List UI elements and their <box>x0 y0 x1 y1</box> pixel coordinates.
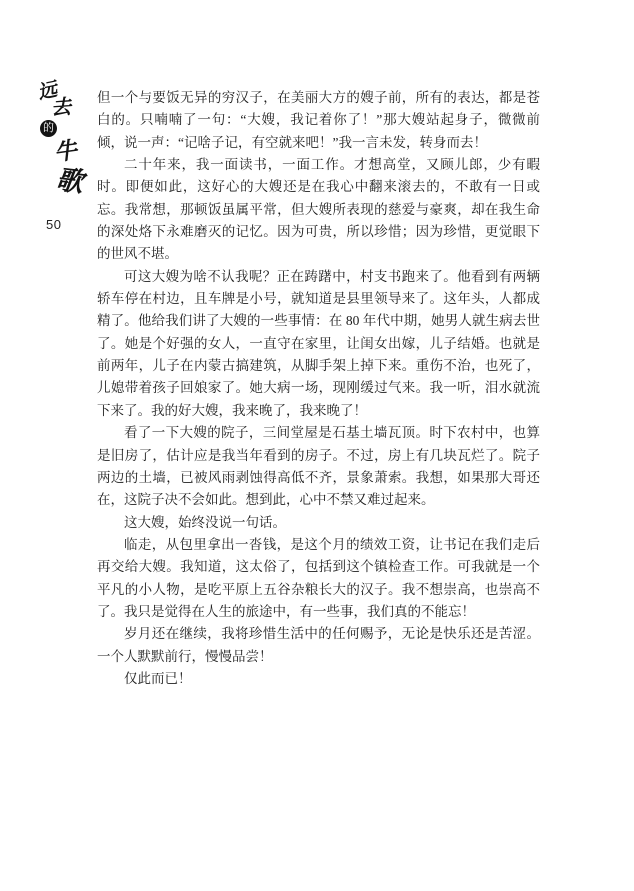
book-title-calligraphy <box>30 80 94 220</box>
calligraphy-char-qu: 去 <box>50 96 72 120</box>
paragraph: 这大嫂，始终没说一句话。 <box>124 514 286 530</box>
calligraphy-char-de-circled: 的 <box>40 120 57 137</box>
calligraphy-char-niu: 牛 <box>52 137 79 166</box>
paragraph: 看了一下大嫂的院子，三间堂屋是石基土墙瓦顶。时下农村中，也算是旧房了，估计应是我当年看到的房子。不过，房上有几块瓦烂了。院子两边的土墙，已被风雨剥蚀得高低不齐，景象萧索。我想，如果那大哥还在，这院子决不会如此。想到此，心中不禁又难过起来。 <box>97 425 540 508</box>
paragraph: 但一个与要饭无异的穷汉子，在美丽大方的嫂子前，所有的表达，都是苍白的。只喃喃了一句：“大嫂，我记着你了！”那大嫂站起身子，微微前倾，说一声：“记啥子记，有空就来吧！”我一言未发，转身而去！ <box>97 90 540 150</box>
paragraph: 临走，从包里拿出一沓钱，是这个月的绩效工资，让书记在我们走后再交给大嫂。我知道，这太俗了，包括到这个镇检查工作。可我就是一个平凡的小人物，是吃平原上五谷杂粮长大的汉子。我不想崇高，也崇高不了。我只是觉得在人生的旅途中，有一些事，我们真的不能忘！ <box>97 536 540 619</box>
calligraphy-char-ge: 歌 <box>54 164 85 198</box>
paragraph: 岁月还在继续，我将珍惜生活中的任何赐予，无论是快乐还是苦涩。一个人默默前行，慢慢品尝！ <box>97 626 540 664</box>
paragraph: 可这大嫂为啥不认我呢？正在踌躇中，村支书跑来了。他看到有两辆轿车停在村边，且车牌是小号，就知道是县里领导来了。这年头，人都成精了。他给我们讲了大嫂的一些事情：在 80 年代中期，她男人就生病去世了。她是个好强的女人，一直守在家里，让闺女出嫁，儿子结婚。也就是前两年，儿子在内蒙古搞建筑，从脚手架上掉下来。重伤不治，也死了，儿媳带着孩子回娘家了。她大病一场，现刚缓过气来。我一听，泪水就流下来了。我的好大嫂，我来晚了，我来晚了！ <box>97 268 540 418</box>
page-number: 50 <box>46 217 62 232</box>
paragraph: 仅此而已！ <box>124 670 192 686</box>
body-text <box>97 87 540 690</box>
paragraph: 二十年来，我一面读书，一面工作。才想高堂，又顾儿郎，少有暇时。即便如此，这好心的大嫂还是在我心中翻来滚去的，不敢有一日或忘。我常想，那顿饭虽属平常，但大嫂所表现的慈爱与豪爽，却在我生命的深处烙下永难磨灭的记忆。因为可贵，所以珍惜；因为珍惜，更觉眼下的世风不堪。 <box>97 157 540 262</box>
calligraphy-char-yuan: 远 <box>36 79 59 104</box>
